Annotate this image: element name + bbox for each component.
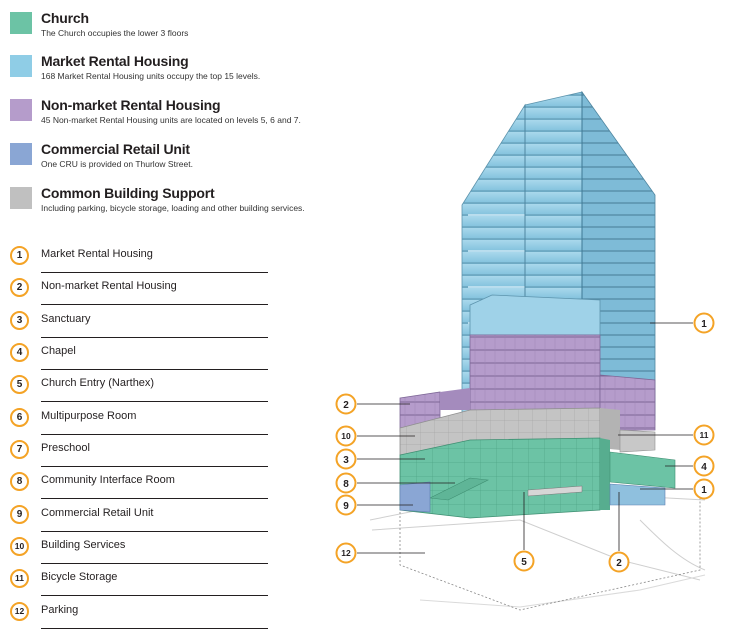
key-number-badge: 10 <box>10 537 29 556</box>
legend-desc: One CRU is provided on Thurlow Street. <box>41 159 193 169</box>
legend-title: Non-market Rental Housing <box>41 97 221 113</box>
callout-text: 5 <box>521 557 527 568</box>
callout-1-top <box>695 314 714 333</box>
legend-desc: 45 Non-market Rental Housing units are located on levels 5, 6 and 7. <box>41 115 301 125</box>
callout-11 <box>695 426 714 445</box>
key-number-badge: 12 <box>10 602 29 621</box>
legend-desc: The Church occupies the lower 3 floors <box>41 28 189 38</box>
key-label: Bicycle Storage <box>41 571 118 583</box>
callout-text: 1 <box>701 485 707 496</box>
key-number-badge: 1 <box>10 246 29 265</box>
key-label: Multipurpose Room <box>41 410 137 422</box>
callout-text: 9 <box>343 501 349 512</box>
callout-text: 2 <box>616 558 622 569</box>
key-label: Building Services <box>41 539 126 551</box>
callout-1-right <box>695 480 714 499</box>
callout-text: 1 <box>701 319 707 330</box>
legend-desc: 168 Market Rental Housing units occupy the top 15 levels. <box>41 71 261 81</box>
callout-text: 3 <box>343 455 349 466</box>
key-number-badge: 8 <box>10 472 29 491</box>
market-rental-podium <box>470 295 600 335</box>
key-label: Non-market Rental Housing <box>41 280 177 292</box>
key-number-badge: 9 <box>10 505 29 524</box>
legend-title: Common Building Support <box>41 185 215 201</box>
legend-title: Market Rental Housing <box>41 53 189 69</box>
key-label: Commercial Retail Unit <box>41 507 154 519</box>
key-label: Community Interface Room <box>41 474 175 486</box>
key-label: Market Rental Housing <box>41 248 153 260</box>
key-number-badge: 5 <box>10 375 29 394</box>
callout-12 <box>337 544 356 563</box>
key-number-badge: 2 <box>10 278 29 297</box>
key-number-badge: 6 <box>10 408 29 427</box>
key-label: Parking <box>41 604 79 616</box>
callout-10 <box>337 427 356 446</box>
legend-title: Commercial Retail Unit <box>41 141 190 157</box>
callout-text: 2 <box>343 400 349 411</box>
callout-5 <box>515 552 534 571</box>
legend-desc: Including parking, bicycle storage, loading and other building services. <box>41 203 305 213</box>
callout-text: 10 <box>341 431 351 441</box>
callout-4 <box>695 457 714 476</box>
legend-title: Church <box>41 10 89 26</box>
key-number-badge: 4 <box>10 343 29 362</box>
callout-2-left <box>337 395 356 414</box>
key-label: Sanctuary <box>41 313 91 325</box>
key-number-badge: 3 <box>10 311 29 330</box>
callout-8 <box>337 474 356 493</box>
key-label: Preschool <box>41 442 90 454</box>
callout-text: 4 <box>701 462 707 473</box>
callout-text: 12 <box>341 548 351 558</box>
key-label: Church Entry (Narthex) <box>41 377 155 389</box>
callout-9 <box>337 496 356 515</box>
key-number-badge: 11 <box>10 569 29 588</box>
callout-text: 8 <box>343 479 349 490</box>
callout-3 <box>337 450 356 469</box>
key-number-badge: 7 <box>10 440 29 459</box>
callout-text: 11 <box>699 430 709 440</box>
callout-2-bottom <box>610 553 629 572</box>
key-label: Chapel <box>41 345 76 357</box>
